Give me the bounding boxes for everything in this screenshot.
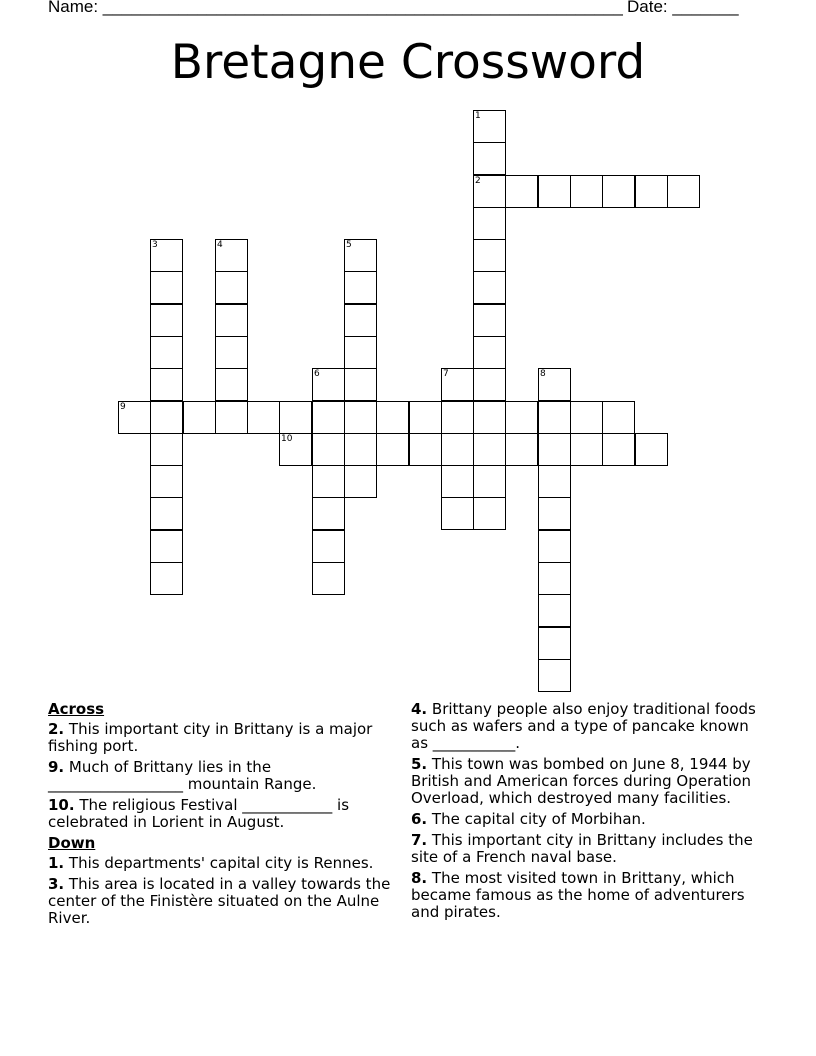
grid-cell[interactable] <box>538 433 571 466</box>
grid-cell[interactable] <box>570 433 603 466</box>
down-heading: Down <box>48 834 96 852</box>
grid-cell[interactable] <box>215 239 248 272</box>
across-heading: Across <box>48 700 105 718</box>
grid-cell[interactable] <box>602 175 635 208</box>
grid-cell[interactable] <box>538 401 571 434</box>
grid-cell[interactable] <box>344 368 377 401</box>
grid-cell[interactable] <box>441 433 474 466</box>
clue-down-4: 4. Brittany people also enjoy traditional foods such as wafers and a type of pancake known as ___________. <box>411 700 756 752</box>
grid-cell[interactable] <box>538 465 571 498</box>
grid-cell[interactable] <box>215 271 248 304</box>
clues-right-column <box>411 701 766 925</box>
grid-cell[interactable] <box>635 175 668 208</box>
clue-across-9: 9. Much of Brittany lies in the __________________ mountain Range. <box>48 758 317 793</box>
grid-cell[interactable] <box>312 433 345 466</box>
clue-number: 6 <box>314 369 320 379</box>
date-field[interactable]: Date: _______ <box>627 0 739 16</box>
grid-cell[interactable] <box>538 497 571 530</box>
grid-cell[interactable] <box>570 401 603 434</box>
clue-number: 7 <box>443 369 449 379</box>
grid-cell[interactable] <box>118 401 151 434</box>
grid-cell[interactable] <box>473 271 506 304</box>
grid-cell[interactable] <box>667 175 700 208</box>
grid-cell[interactable] <box>344 304 377 337</box>
clues-left-column <box>48 701 396 931</box>
grid-cell[interactable] <box>602 401 635 434</box>
grid-cell[interactable] <box>150 401 183 434</box>
grid-cell[interactable] <box>150 465 183 498</box>
grid-cell[interactable] <box>279 401 312 434</box>
grid-cell[interactable] <box>215 304 248 337</box>
grid-cell[interactable] <box>150 497 183 530</box>
clue-down-6: 6. The capital city of Morbihan. <box>411 810 646 828</box>
grid-cell[interactable] <box>312 465 345 498</box>
grid-cell[interactable] <box>473 110 506 143</box>
name-date-line <box>48 0 748 17</box>
grid-cell[interactable] <box>344 239 377 272</box>
grid-cell[interactable] <box>473 175 506 208</box>
grid-cell[interactable] <box>473 368 506 401</box>
grid-cell[interactable] <box>215 401 248 434</box>
grid-cell[interactable] <box>312 401 345 434</box>
grid-cell[interactable] <box>409 433 442 466</box>
clue-across-2: 2. This important city in Brittany is a major fishing port. <box>48 720 373 755</box>
clue-number: 2 <box>475 176 481 186</box>
grid-cell[interactable] <box>538 659 571 692</box>
grid-cell[interactable] <box>538 627 571 660</box>
grid-cell[interactable] <box>570 175 603 208</box>
grid-cell[interactable] <box>247 401 280 434</box>
grid-cell[interactable] <box>344 433 377 466</box>
grid-cell[interactable] <box>473 239 506 272</box>
clue-down-5: 5. This town was bombed on June 8, 1944 by British and American forces during Operation Overload, which destroyed many facilities. <box>411 755 752 807</box>
clue-down-1: 1. This departments' capital city is Rennes. <box>48 854 374 872</box>
grid-cell[interactable] <box>312 368 345 401</box>
clue-number: 5 <box>346 240 352 250</box>
grid-cell[interactable] <box>538 368 571 401</box>
grid-cell[interactable] <box>215 336 248 369</box>
grid-cell[interactable] <box>473 336 506 369</box>
grid-cell[interactable] <box>150 368 183 401</box>
grid-cell[interactable] <box>441 465 474 498</box>
grid-cell[interactable] <box>150 336 183 369</box>
page-title: Bretagne Crossword <box>170 35 646 90</box>
grid-cell[interactable] <box>441 368 474 401</box>
grid-cell[interactable] <box>505 175 538 208</box>
grid-cell[interactable] <box>441 497 474 530</box>
grid-cell[interactable] <box>376 433 409 466</box>
grid-cell[interactable] <box>150 530 183 563</box>
grid-cell[interactable] <box>538 530 571 563</box>
clue-across-10: 10. The religious Festival ____________ is celebrated in Lorient in August. <box>48 796 350 831</box>
grid-cell[interactable] <box>279 433 312 466</box>
name-field[interactable]: Name: _______________________________________________________ <box>48 0 623 16</box>
clue-down-3: 3. This area is located in a valley towards the center of the Finistère situated on the Aulne River. <box>48 875 391 927</box>
grid-cell[interactable] <box>183 401 216 434</box>
grid-cell[interactable] <box>150 239 183 272</box>
grid-cell[interactable] <box>538 175 571 208</box>
grid-cell[interactable] <box>635 433 668 466</box>
grid-cell[interactable] <box>441 401 474 434</box>
clue-number: 10 <box>281 434 293 444</box>
clue-number: 8 <box>540 369 546 379</box>
clue-number: 3 <box>152 240 158 250</box>
grid-cell[interactable] <box>505 433 538 466</box>
grid-cell[interactable] <box>312 530 345 563</box>
grid-cell[interactable] <box>409 401 442 434</box>
grid-cell[interactable] <box>473 401 506 434</box>
grid-cell[interactable] <box>344 271 377 304</box>
clue-down-7: 7. This important city in Brittany includes the site of a French naval base. <box>411 831 753 866</box>
grid-cell[interactable] <box>602 433 635 466</box>
grid-cell[interactable] <box>344 401 377 434</box>
grid-cell[interactable] <box>473 304 506 337</box>
grid-cell[interactable] <box>150 304 183 337</box>
grid-cell[interactable] <box>505 401 538 434</box>
grid-cell[interactable] <box>473 465 506 498</box>
grid-cell[interactable] <box>473 142 506 175</box>
grid-cell[interactable] <box>473 433 506 466</box>
grid-cell[interactable] <box>538 594 571 627</box>
clue-number: 9 <box>120 402 126 412</box>
grid-cell[interactable] <box>312 497 345 530</box>
grid-cell[interactable] <box>344 465 377 498</box>
grid-cell[interactable] <box>312 562 345 595</box>
grid-cell[interactable] <box>150 433 183 466</box>
grid-cell[interactable] <box>344 336 377 369</box>
grid-cell[interactable] <box>538 562 571 595</box>
grid-cell[interactable] <box>473 207 506 240</box>
clue-number: 1 <box>475 111 481 121</box>
grid-cell[interactable] <box>150 271 183 304</box>
clue-down-8: 8. The most visited town in Brittany, which became famous as the home of adventurers and pirates. <box>411 869 745 921</box>
clue-number: 4 <box>217 240 223 250</box>
grid-cell[interactable] <box>376 401 409 434</box>
grid-cell[interactable] <box>150 562 183 595</box>
grid-cell[interactable] <box>215 368 248 401</box>
grid-cell[interactable] <box>473 497 506 530</box>
